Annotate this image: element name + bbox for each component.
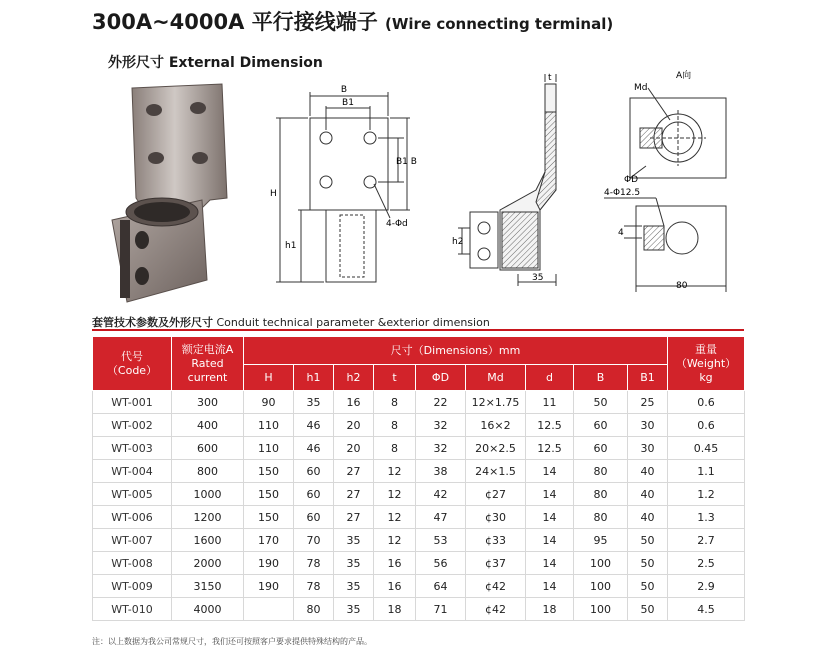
table-cell: ¢33 <box>466 529 526 552</box>
section-subtitle: 外形尺寸 External Dimension <box>108 55 323 71</box>
label-h2: h2 <box>452 237 464 247</box>
table-cell: 27 <box>334 506 374 529</box>
table-cell: WT-002 <box>93 414 172 437</box>
table-cell: 4.5 <box>668 598 745 621</box>
header-B: B <box>574 365 628 391</box>
table-cell: 18 <box>526 598 574 621</box>
table-cell: 8 <box>374 391 416 414</box>
table-cell: 400 <box>172 414 244 437</box>
table-cell: 11 <box>526 391 574 414</box>
table-cell: ¢30 <box>466 506 526 529</box>
table-cell: 150 <box>244 506 294 529</box>
header-rated-current: 额定电流A Rated current <box>172 337 244 391</box>
table-cell: 56 <box>416 552 466 575</box>
table-row <box>93 598 745 621</box>
header-h1: h1 <box>294 365 334 391</box>
table-cell: 60 <box>574 414 628 437</box>
table-cell: 27 <box>334 460 374 483</box>
table-cell: 1600 <box>172 529 244 552</box>
spec-table-container <box>92 336 744 621</box>
table-cell: 2.9 <box>668 575 745 598</box>
label-35: 35 <box>532 273 544 283</box>
table-cell: 78 <box>294 575 334 598</box>
table-cell: 110 <box>244 414 294 437</box>
table-cell: 32 <box>416 414 466 437</box>
table-row <box>93 483 745 506</box>
table-cell: 60 <box>294 506 334 529</box>
table-cell: 35 <box>294 391 334 414</box>
table-cell: ¢27 <box>466 483 526 506</box>
table-cell: 1.3 <box>668 506 745 529</box>
table-cell: 35 <box>334 529 374 552</box>
label-B1-B: B1 B <box>396 157 417 167</box>
table-cell: 64 <box>416 575 466 598</box>
table-cell: 16 <box>374 552 416 575</box>
caption-zh: 套管技术参数及外形尺寸 <box>92 316 213 329</box>
table-cell: 80 <box>574 506 628 529</box>
table-row <box>93 575 745 598</box>
label-h1: h1 <box>285 241 297 251</box>
table-cell: WT-008 <box>93 552 172 575</box>
table-cell: 800 <box>172 460 244 483</box>
table-cell: 0.6 <box>668 391 745 414</box>
table-cell: 12.5 <box>526 414 574 437</box>
table-cell: 60 <box>294 460 334 483</box>
table-cell: 50 <box>628 575 668 598</box>
table-cell: 190 <box>244 552 294 575</box>
title-main: 300A~4000A 平行接线端子 <box>92 10 378 34</box>
table-cell: 53 <box>416 529 466 552</box>
table-cell: 90 <box>244 391 294 414</box>
red-rule <box>92 329 744 331</box>
table-row <box>93 506 745 529</box>
table-cell: 22 <box>416 391 466 414</box>
table-cell: ¢37 <box>466 552 526 575</box>
table-cell: 60 <box>574 437 628 460</box>
table-cell: 100 <box>574 552 628 575</box>
table-cell: 0.6 <box>668 414 745 437</box>
label-B1: B1 <box>342 98 354 108</box>
table-cell: 46 <box>294 414 334 437</box>
page-title <box>92 6 613 36</box>
table-cell: 14 <box>526 552 574 575</box>
table-cell <box>244 598 294 621</box>
table-cell: 12 <box>374 506 416 529</box>
table-cell: 27 <box>334 483 374 506</box>
label-Md: Md <box>634 83 648 93</box>
table-row <box>93 437 745 460</box>
table-cell: 60 <box>294 483 334 506</box>
table-cell: 16×2 <box>466 414 526 437</box>
header-code: 代号 （Code） <box>93 337 172 391</box>
table-cell: 35 <box>334 552 374 575</box>
table-cell: 47 <box>416 506 466 529</box>
table-cell: 1.1 <box>668 460 745 483</box>
table-cell: 38 <box>416 460 466 483</box>
product-photo <box>92 80 242 310</box>
table-cell: 20×2.5 <box>466 437 526 460</box>
table-cell: 2.7 <box>668 529 745 552</box>
table-cell: 32 <box>416 437 466 460</box>
table-row <box>93 391 745 414</box>
table-cell: 35 <box>334 575 374 598</box>
table-cell: 100 <box>574 575 628 598</box>
label-t: t <box>548 73 552 83</box>
table-cell: 1200 <box>172 506 244 529</box>
table-cell: 35 <box>334 598 374 621</box>
table-cell: WT-003 <box>93 437 172 460</box>
table-cell: 170 <box>244 529 294 552</box>
table-cell: 190 <box>244 575 294 598</box>
label-4: 4 <box>618 228 624 238</box>
table-cell: 8 <box>374 437 416 460</box>
table-cell: WT-005 <box>93 483 172 506</box>
table-cell: WT-006 <box>93 506 172 529</box>
table-cell: 4000 <box>172 598 244 621</box>
header-phi-D: ΦD <box>416 365 466 391</box>
footnote: 注：以上数据为我公司常规尺寸，我们还可按照客户要求提供特殊结构的产品。 <box>92 637 372 646</box>
table-cell: 150 <box>244 483 294 506</box>
table-cell: 30 <box>628 437 668 460</box>
table-cell: 1000 <box>172 483 244 506</box>
header-Md: Md <box>466 365 526 391</box>
table-cell: 78 <box>294 552 334 575</box>
table-cell: WT-009 <box>93 575 172 598</box>
table-cell: 50 <box>628 529 668 552</box>
table-cell: 150 <box>244 460 294 483</box>
table-cell: 40 <box>628 483 668 506</box>
label-H: H <box>270 189 277 199</box>
table-cell: 80 <box>294 598 334 621</box>
table-cell: 600 <box>172 437 244 460</box>
table-cell: WT-007 <box>93 529 172 552</box>
label-4-phi-12-5: 4-Φ12.5 <box>604 188 641 198</box>
header-d: d <box>526 365 574 391</box>
table-cell: 12×1.75 <box>466 391 526 414</box>
header-dimensions: 尺寸（Dimensions）mm <box>244 337 668 365</box>
table-cell: 20 <box>334 414 374 437</box>
front-view-drawing <box>270 80 420 295</box>
table-cell: 25 <box>628 391 668 414</box>
table-row <box>93 529 745 552</box>
table-cell: 50 <box>628 598 668 621</box>
table-cell: 14 <box>526 529 574 552</box>
table-cell: WT-001 <box>93 391 172 414</box>
table-cell: 80 <box>574 483 628 506</box>
header-weight: 重量 （Weight） kg <box>668 337 745 391</box>
table-cell: 1.2 <box>668 483 745 506</box>
header-B1: B1 <box>628 365 668 391</box>
table-cell: 42 <box>416 483 466 506</box>
table-cell: 2.5 <box>668 552 745 575</box>
table-cell: 300 <box>172 391 244 414</box>
table-cell: 50 <box>628 552 668 575</box>
table-cell: 12 <box>374 483 416 506</box>
table-cell: 24×1.5 <box>466 460 526 483</box>
table-cell: 16 <box>334 391 374 414</box>
table-cell: 3150 <box>172 575 244 598</box>
table-cell: 100 <box>574 598 628 621</box>
spec-table <box>92 336 745 621</box>
table-cell: ¢42 <box>466 598 526 621</box>
a-view-drawing <box>600 70 745 295</box>
table-cell: 14 <box>526 575 574 598</box>
table-cell: 30 <box>628 414 668 437</box>
label-phi-D: ΦD <box>624 175 639 185</box>
table-cell: 14 <box>526 460 574 483</box>
table-cell: 80 <box>574 460 628 483</box>
table-cell: 40 <box>628 460 668 483</box>
header-h2: h2 <box>334 365 374 391</box>
table-cell: 16 <box>374 575 416 598</box>
table-cell: 70 <box>294 529 334 552</box>
side-view-drawing <box>440 72 580 292</box>
table-cell: 0.45 <box>668 437 745 460</box>
table-row <box>93 414 745 437</box>
label-B: B <box>340 85 348 95</box>
table-cell: 12 <box>374 529 416 552</box>
table-cell: 14 <box>526 506 574 529</box>
caption-en: Conduit technical parameter &exterior dimension <box>216 316 490 329</box>
title-english: (Wire connecting terminal) <box>385 15 614 33</box>
table-cell: 40 <box>628 506 668 529</box>
label-80: 80 <box>676 281 688 291</box>
label-A-view: A向 <box>676 71 692 81</box>
table-cell: WT-004 <box>93 460 172 483</box>
table-cell: 95 <box>574 529 628 552</box>
table-cell: ¢42 <box>466 575 526 598</box>
table-cell: 8 <box>374 414 416 437</box>
table-cell: 2000 <box>172 552 244 575</box>
table-cell: 20 <box>334 437 374 460</box>
table-cell: WT-010 <box>93 598 172 621</box>
header-H: H <box>244 365 294 391</box>
table-cell: 50 <box>574 391 628 414</box>
table-caption <box>92 314 490 330</box>
table-cell: 12.5 <box>526 437 574 460</box>
table-cell: 46 <box>294 437 334 460</box>
table-cell: 12 <box>374 460 416 483</box>
table-cell: 110 <box>244 437 294 460</box>
table-cell: 14 <box>526 483 574 506</box>
table-cell: 18 <box>374 598 416 621</box>
table-row <box>93 460 745 483</box>
label-4-phi-d: 4-Φd <box>386 219 408 229</box>
table-row <box>93 552 745 575</box>
table-cell: 71 <box>416 598 466 621</box>
header-t: t <box>374 365 416 391</box>
